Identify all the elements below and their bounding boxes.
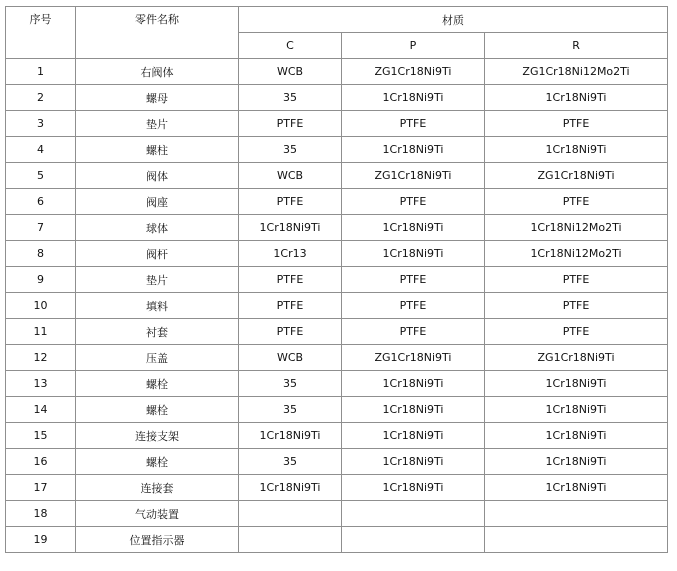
cell-material-c: PTFE — [239, 189, 342, 215]
cell-material-c: 1Cr18Ni9Ti — [239, 475, 342, 501]
cell-seq-no: 10 — [6, 293, 76, 319]
table-row — [6, 137, 668, 163]
cell-material-r: PTFE — [485, 293, 668, 319]
cell-seq-no: 18 — [6, 501, 76, 527]
table-body — [6, 59, 668, 553]
cell-material-c: WCB — [239, 163, 342, 189]
cell-part-name: 球体 — [76, 215, 239, 241]
cell-seq-no: 14 — [6, 397, 76, 423]
cell-material-p: 1Cr18Ni9Ti — [342, 137, 485, 163]
cell-material-r: 1Cr18Ni9Ti — [485, 397, 668, 423]
cell-material-r: ZG1Cr18Ni9Ti — [485, 345, 668, 371]
cell-part-name: 压盖 — [76, 345, 239, 371]
table-row — [6, 423, 668, 449]
cell-material-p: PTFE — [342, 319, 485, 345]
cell-material-p — [342, 527, 485, 553]
cell-part-name: 右阀体 — [76, 59, 239, 85]
cell-seq-no: 12 — [6, 345, 76, 371]
cell-seq-no: 8 — [6, 241, 76, 267]
cell-material-p: PTFE — [342, 293, 485, 319]
cell-material-r: 1Cr18Ni9Ti — [485, 85, 668, 111]
cell-seq-no: 5 — [6, 163, 76, 189]
cell-part-name: 阀杆 — [76, 241, 239, 267]
cell-material-c — [239, 527, 342, 553]
cell-material-r: 1Cr18Ni12Mo2Ti — [485, 215, 668, 241]
cell-material-r: 1Cr18Ni9Ti — [485, 371, 668, 397]
cell-seq-no: 19 — [6, 527, 76, 553]
table-row — [6, 397, 668, 423]
cell-material-r: 1Cr18Ni9Ti — [485, 449, 668, 475]
cell-seq-no: 6 — [6, 189, 76, 215]
cell-material-c: PTFE — [239, 111, 342, 137]
cell-material-c: PTFE — [239, 319, 342, 345]
cell-part-name: 位置指示器 — [76, 527, 239, 553]
cell-material-c — [239, 501, 342, 527]
cell-seq-no: 9 — [6, 267, 76, 293]
table-row — [6, 267, 668, 293]
cell-material-c: 35 — [239, 449, 342, 475]
cell-seq-no: 15 — [6, 423, 76, 449]
cell-material-c: 1Cr13 — [239, 241, 342, 267]
table-row — [6, 527, 668, 553]
cell-part-name: 螺母 — [76, 85, 239, 111]
cell-material-p: 1Cr18Ni9Ti — [342, 423, 485, 449]
cell-material-r: 1Cr18Ni9Ti — [485, 137, 668, 163]
cell-part-name: 连接套 — [76, 475, 239, 501]
cell-material-r — [485, 501, 668, 527]
header-material: 材质 — [239, 7, 668, 33]
cell-material-c: PTFE — [239, 267, 342, 293]
cell-seq-no: 1 — [6, 59, 76, 85]
cell-part-name: 垫片 — [76, 111, 239, 137]
table-row — [6, 163, 668, 189]
header-part-name: 零件名称 — [76, 7, 239, 59]
cell-part-name: 气动装置 — [76, 501, 239, 527]
table-row — [6, 111, 668, 137]
cell-material-r: PTFE — [485, 319, 668, 345]
cell-material-c: 35 — [239, 371, 342, 397]
cell-material-p: ZG1Cr18Ni9Ti — [342, 59, 485, 85]
table-row — [6, 449, 668, 475]
table-row — [6, 319, 668, 345]
cell-seq-no: 17 — [6, 475, 76, 501]
cell-material-p: 1Cr18Ni9Ti — [342, 215, 485, 241]
cell-material-p — [342, 501, 485, 527]
cell-seq-no: 2 — [6, 85, 76, 111]
table-row — [6, 241, 668, 267]
cell-material-p: 1Cr18Ni9Ti — [342, 449, 485, 475]
cell-part-name: 螺栓 — [76, 371, 239, 397]
materials-table — [5, 6, 668, 553]
cell-material-c: WCB — [239, 59, 342, 85]
header-row-top — [6, 7, 668, 33]
cell-part-name: 衬套 — [76, 319, 239, 345]
table-row — [6, 85, 668, 111]
cell-material-r: PTFE — [485, 267, 668, 293]
cell-part-name: 螺栓 — [76, 397, 239, 423]
cell-part-name: 连接支架 — [76, 423, 239, 449]
table-row — [6, 215, 668, 241]
cell-part-name: 螺柱 — [76, 137, 239, 163]
cell-material-c: PTFE — [239, 293, 342, 319]
cell-material-p: ZG1Cr18Ni9Ti — [342, 163, 485, 189]
cell-part-name: 阀体 — [76, 163, 239, 189]
cell-material-c: WCB — [239, 345, 342, 371]
cell-seq-no: 3 — [6, 111, 76, 137]
cell-material-p: PTFE — [342, 111, 485, 137]
cell-part-name: 阀座 — [76, 189, 239, 215]
table-row — [6, 59, 668, 85]
cell-material-p: 1Cr18Ni9Ti — [342, 241, 485, 267]
cell-material-c: 35 — [239, 85, 342, 111]
cell-material-r: PTFE — [485, 189, 668, 215]
cell-material-c: 35 — [239, 397, 342, 423]
cell-seq-no: 7 — [6, 215, 76, 241]
cell-material-r: 1Cr18Ni12Mo2Ti — [485, 241, 668, 267]
cell-material-c: 1Cr18Ni9Ti — [239, 423, 342, 449]
cell-material-r: 1Cr18Ni9Ti — [485, 475, 668, 501]
cell-material-r: 1Cr18Ni9Ti — [485, 423, 668, 449]
table-row — [6, 293, 668, 319]
header-material-c: C — [239, 33, 342, 59]
cell-material-c: 1Cr18Ni9Ti — [239, 215, 342, 241]
cell-material-p: 1Cr18Ni9Ti — [342, 475, 485, 501]
cell-seq-no: 4 — [6, 137, 76, 163]
cell-material-r: ZG1Cr18Ni12Mo2Ti — [485, 59, 668, 85]
table-row — [6, 189, 668, 215]
cell-part-name: 垫片 — [76, 267, 239, 293]
cell-material-p: PTFE — [342, 189, 485, 215]
cell-material-c: 35 — [239, 137, 342, 163]
cell-material-p: 1Cr18Ni9Ti — [342, 397, 485, 423]
header-seq-no: 序号 — [6, 7, 76, 59]
cell-material-r — [485, 527, 668, 553]
cell-material-p: ZG1Cr18Ni9Ti — [342, 345, 485, 371]
cell-seq-no: 13 — [6, 371, 76, 397]
cell-part-name: 螺栓 — [76, 449, 239, 475]
cell-material-p: 1Cr18Ni9Ti — [342, 371, 485, 397]
table-row — [6, 371, 668, 397]
header-material-r: R — [485, 33, 668, 59]
cell-seq-no: 16 — [6, 449, 76, 475]
table-row — [6, 345, 668, 371]
cell-seq-no: 11 — [6, 319, 76, 345]
cell-material-p: PTFE — [342, 267, 485, 293]
cell-material-p: 1Cr18Ni9Ti — [342, 85, 485, 111]
table-row — [6, 501, 668, 527]
cell-part-name: 填料 — [76, 293, 239, 319]
header-material-p: P — [342, 33, 485, 59]
table-row — [6, 475, 668, 501]
table-header — [6, 7, 668, 59]
cell-material-r: ZG1Cr18Ni9Ti — [485, 163, 668, 189]
cell-material-r: PTFE — [485, 111, 668, 137]
